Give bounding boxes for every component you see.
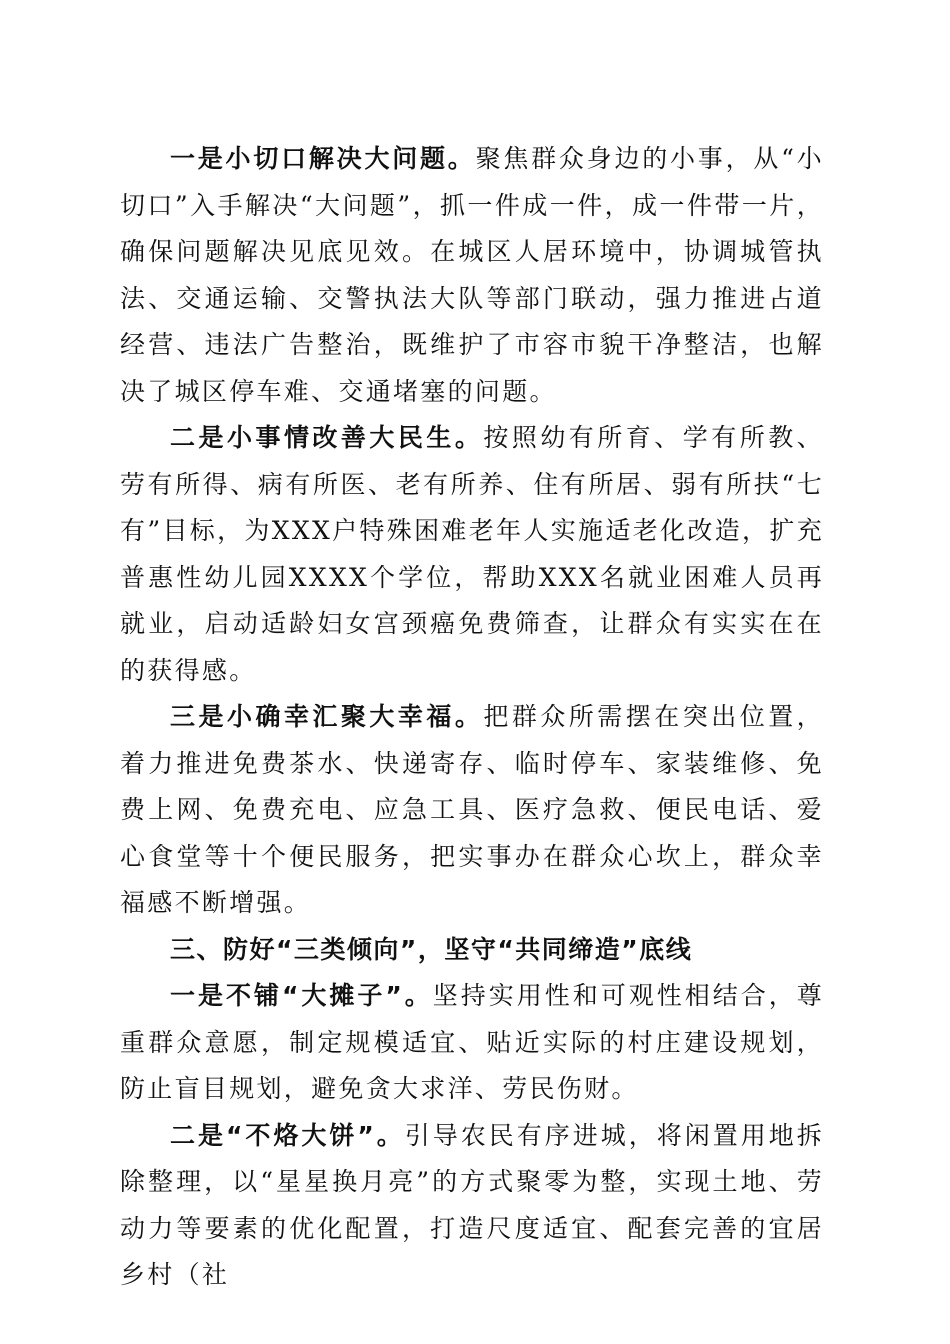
paragraph-lead: 一是不铺“大摊子”。 bbox=[170, 981, 433, 1010]
paragraph-no-big-stall bbox=[120, 973, 824, 1113]
paragraph-lead: 二是小事情改善大民生。 bbox=[170, 423, 484, 452]
paragraph-lead: 二是“不烙大饼”。 bbox=[170, 1120, 405, 1150]
paragraph-text: 坚持实用性和可观性相结合，尊重群众意愿，制定规模适宜、贴近实际的村庄建设规划，防止盲目规划，避免贪大求洋、劳民伤财。 bbox=[120, 981, 824, 1103]
paragraph-small-matters-livelihood bbox=[120, 415, 824, 694]
paragraph-small-happiness bbox=[120, 694, 824, 927]
paragraph-text: 引导农民有序进城，将闲置用地拆除整理，以“星星换月亮”的方式聚零为整，实现土地、劳动力等要素的优化配置，打造尺度适宜、配套完善的宜居乡村（社 bbox=[120, 1120, 824, 1289]
paragraph-lead: 一是小切口解决大问题。 bbox=[170, 144, 476, 173]
document-body bbox=[120, 136, 824, 1299]
section-heading: 三、防好“三类倾向”，坚守“共同缔造”底线 bbox=[170, 934, 693, 964]
paragraph-lead: 三是小确幸汇聚大幸福。 bbox=[170, 702, 484, 731]
paragraph-small-entry-point bbox=[120, 136, 824, 415]
paragraph-text: 按照幼有所育、学有所教、劳有所得、病有所医、老有所养、住有所居、弱有所扶“七有”目标，为XXX户特殊困难老年人实施适老化改造，扩充普惠性幼儿园XXXX个学位，帮助XXX名就业困难人员再就业，启动适龄妇女宫颈癌免费筛查，让群众有实实在在的获得感。 bbox=[120, 423, 824, 685]
paragraph-no-big-pancake bbox=[120, 1113, 824, 1299]
paragraph-text: 聚焦群众身边的小事，从“小切口”入手解决“大问题”，抓一件成一件，成一件带一片，确保问题解决见底见效。在城区人居环境中，协调城管执法、交通运输、交警执法大队等部门联动，强力推进占道经营、违法广告整治，既维护了市容市貌干净整洁，也解决了城区停车难、交通堵塞的问题。 bbox=[120, 144, 824, 406]
paragraph-text: 把群众所需摆在突出位置，着力推进免费茶水、快递寄存、临时停车、家装维修、免费上网、免费充电、应急工具、医疗急救、便民电话、爱心食堂等十个便民服务，把实事办在群众心坎上，群众幸福感不断增强。 bbox=[120, 702, 824, 917]
